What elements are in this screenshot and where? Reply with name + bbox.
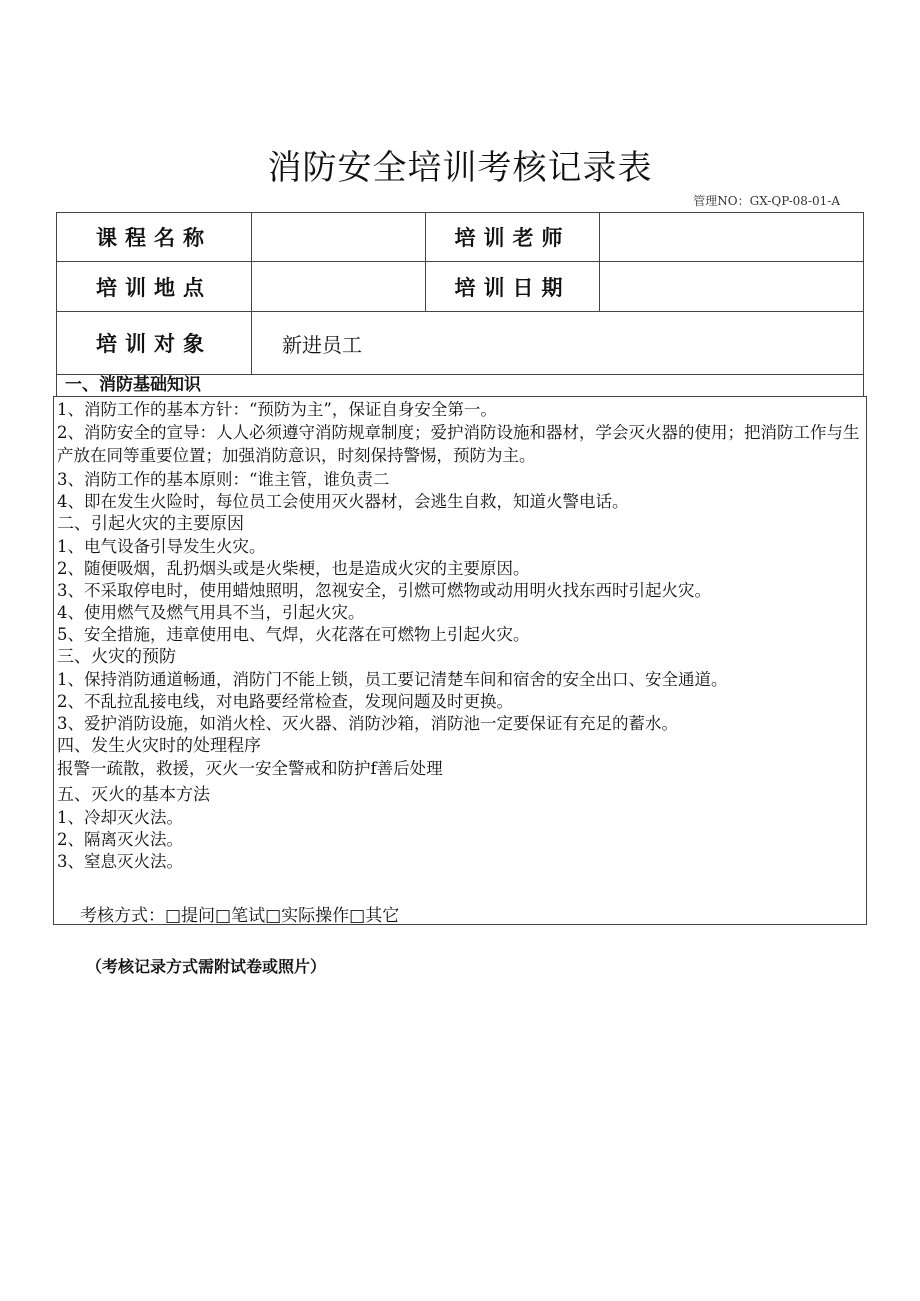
list-item: 1、冷却灭火法。 xyxy=(57,808,183,827)
management-number: 管理NO：GX-QP-08-01-A xyxy=(693,194,840,208)
list-item: 1、消防工作的基本方针：“预防为主”，保证自身安全第一。 xyxy=(57,400,497,419)
list-item: 3、消防工作的基本原则：“谁主管，谁负责二 xyxy=(57,470,390,489)
course-name-field[interactable] xyxy=(251,212,426,262)
list-item: 2、消防安全的宣导：人人必须遵守消防规章制度；爱护消防设施和器材，学会灭火器的使用；把消防工作与生产放在同等重要位置；加强消防意识，时刻保持警惕，预防为主。 xyxy=(57,423,860,465)
assessment-method[interactable]: 考核方式：□提问□笔试□实际操作□其它 xyxy=(80,906,400,926)
date-label: 培训日期 xyxy=(425,261,600,312)
list-item: 4、即在发生火险时，每位员工会使用灭火器材，会逃生自救，知道火警电话。 xyxy=(57,492,629,511)
date-field[interactable] xyxy=(599,261,864,312)
course-name-label: 课程名称 xyxy=(56,212,252,262)
form-title: 消防安全培训考核记录表 xyxy=(267,148,653,188)
list-item: 5、安全措施，违章使用电、气焊，火花落在可燃物上引起火灾。 xyxy=(57,625,530,644)
location-field[interactable] xyxy=(251,261,426,312)
trainer-field[interactable] xyxy=(599,212,864,262)
location-label: 培训地点 xyxy=(56,261,252,312)
list-item: 2、隔离灭火法。 xyxy=(57,830,183,849)
section5-heading: 五、灭火的基本方法 xyxy=(57,785,210,805)
audience-field[interactable]: 新进员工 xyxy=(251,311,864,375)
training-content-box xyxy=(53,396,867,925)
list-item: 4、使用燃气及燃气用具不当，引起火灾。 xyxy=(57,603,365,622)
list-item: 3、窒息灭火法。 xyxy=(57,852,183,871)
section2-heading: 二、引起火灾的主要原因 xyxy=(57,514,244,534)
audience-label: 培训对象 xyxy=(56,311,252,375)
list-item: 1、电气设备引导发生火灾。 xyxy=(57,537,266,556)
list-item: 2、不乱拉乱接电线，对电路要经常检查，发现问题及时更换。 xyxy=(57,692,513,711)
section4-heading: 四、发生火灾时的处理程序 xyxy=(57,736,261,756)
list-item: 3、不采取停电时，使用蜡烛照明，忽视安全，引燃可燃物或动用明火找东西时引起火灾。 xyxy=(57,581,711,600)
procedure-text: 报警一疏散，救援，灭火一安全警戒和防护f善后处理 xyxy=(57,759,443,778)
list-item: 1、保持消防通道畅通，消防门不能上锁，员工要记清楚车间和宿舍的安全出口、安全通道。 xyxy=(57,670,728,689)
trainer-label: 培训老师 xyxy=(425,212,600,262)
section1-heading: 一、消防基础知识 xyxy=(56,375,864,397)
footer-note: （考核记录方式需附试卷或照片） xyxy=(86,957,327,976)
list-item: 2、随便吸烟，乱扔烟头或是火柴梗，也是造成火灾的主要原因。 xyxy=(57,559,530,578)
list-item: 3、爱护消防设施，如消火栓、灭火器、消防沙箱，消防池一定要保证有充足的蓄水。 xyxy=(57,714,678,733)
section3-heading: 三、火灾的预防 xyxy=(57,647,176,667)
